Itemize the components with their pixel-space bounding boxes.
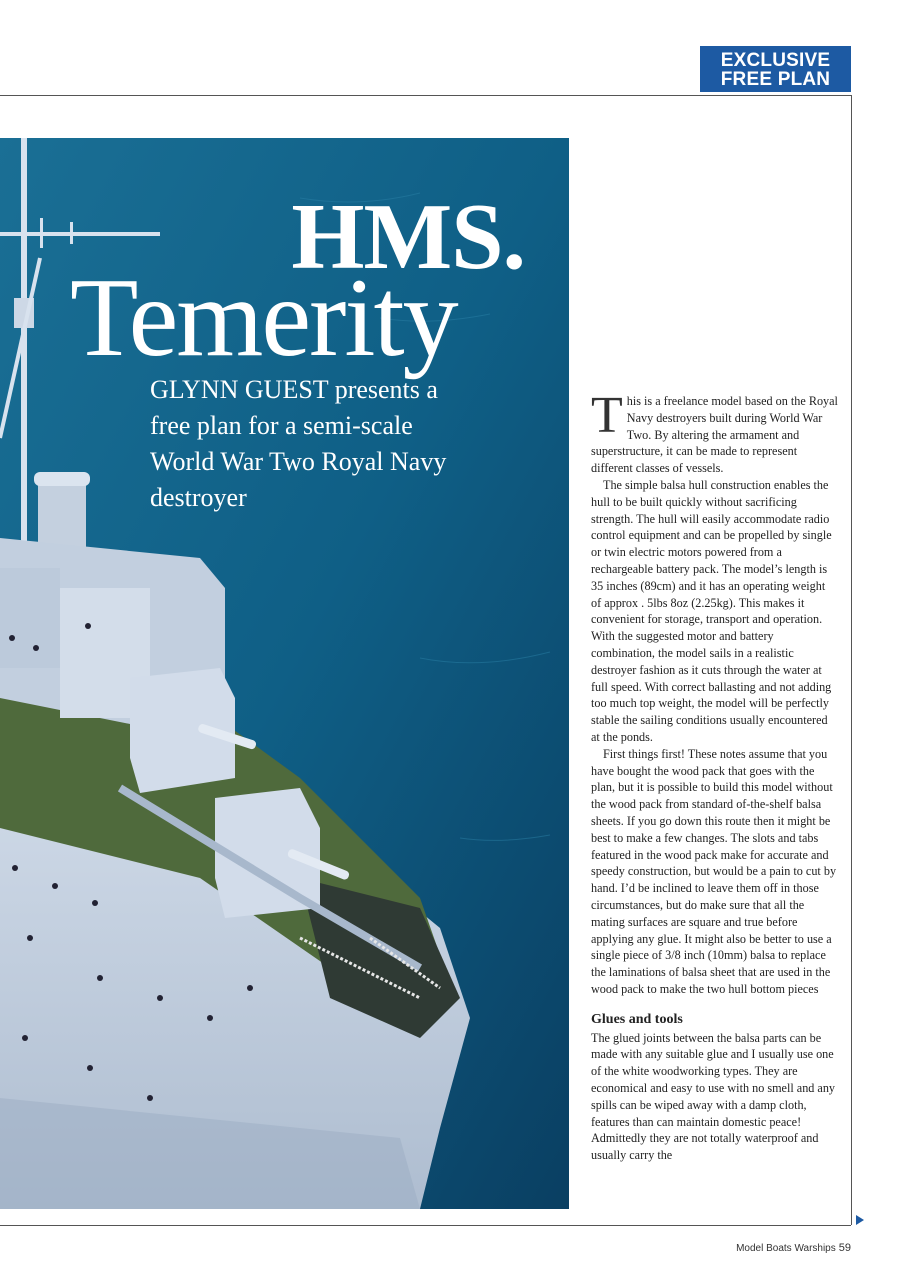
exclusive-free-plan-badge: [700, 46, 851, 92]
title-hms: HMS.: [291, 185, 525, 289]
page-footer: [700, 1242, 851, 1254]
paragraph-1-text: his is a freelance model based on the Royal Navy destroyers built during World War Two. By altering the armament and superstructure, it can be made to represent different classes of vessels.: [591, 394, 838, 476]
drop-cap: T: [591, 387, 623, 444]
article-paragraph-2: The simple balsa hull construction enables the hull to be built quickly without sacrificing strength. The hull will easily accommodate radio control equipment and can be propelled by single or twin electric motors powered from a rechargeable battery pack. The model’s length is 35 inches (89cm) and it has an operating weight of approx . 5lbs 8oz (2.25kg). This makes it convenient for storage, transport and operation. With the suggested motor and battery combination, the model sails in a realistic destroyer fashion as it cuts through the water at full speed. With correct ballasting and not adding too much top weight, the model will be perfectly stable the sailing conditions usually encountered at the ponds.: [591, 477, 832, 744]
frame-rule-bottom: [0, 1225, 851, 1226]
article-paragraph-4: The glued joints between the balsa parts can be made with any suitable glue and I usually use one of the white woodworking types. They are economical and easy to use with no smell and any spills can be wiped away with a damp cloth, features than can maintain domestic peace! Admittedly they are not totally waterproof and usually carry the: [591, 1030, 836, 1163]
badge-line-1: EXCLUSIVE: [720, 50, 831, 71]
article-paragraph-1: [591, 387, 838, 477]
footer-magazine-name: Model Boats Warships: [736, 1243, 836, 1254]
article-body: [591, 387, 838, 1164]
section-heading: Glues and tools: [591, 1011, 683, 1027]
subtitle-standfirst: GLYNN GUEST presents a free plan for a semi-scale World War Two Royal Navy destroyer: [150, 375, 447, 512]
badge-line-2: FREE PLAN: [720, 69, 831, 90]
page-number: 59: [838, 1242, 851, 1254]
article-paragraph-3: First things first! These notes assume that you have bought the wood pack that goes with the plan, but it is possible to build this model without the wood pack from standard of-the-shelf balsa sheets. If you go down this route then it might be best to make a few changes. The slots and tabs featured in the wood pack make for accurate and speedy construction, but would be a pain to cut by hand. I’d be inclined to leave them off in those circumstances, but do make sure that all the mating surfaces are square and true before applying any glue. It might also be better to use a single piece of 3/8 inch (10mm) balsa to replace the laminations of balsa sheet that are used in the wood pack to make the two hull bottom pieces: [591, 746, 837, 996]
frame-rule-top: [0, 95, 851, 96]
frame-rule-right: [851, 95, 852, 1225]
continue-arrow-icon: [856, 1215, 864, 1225]
title-ship-name: Temerity: [70, 256, 457, 380]
